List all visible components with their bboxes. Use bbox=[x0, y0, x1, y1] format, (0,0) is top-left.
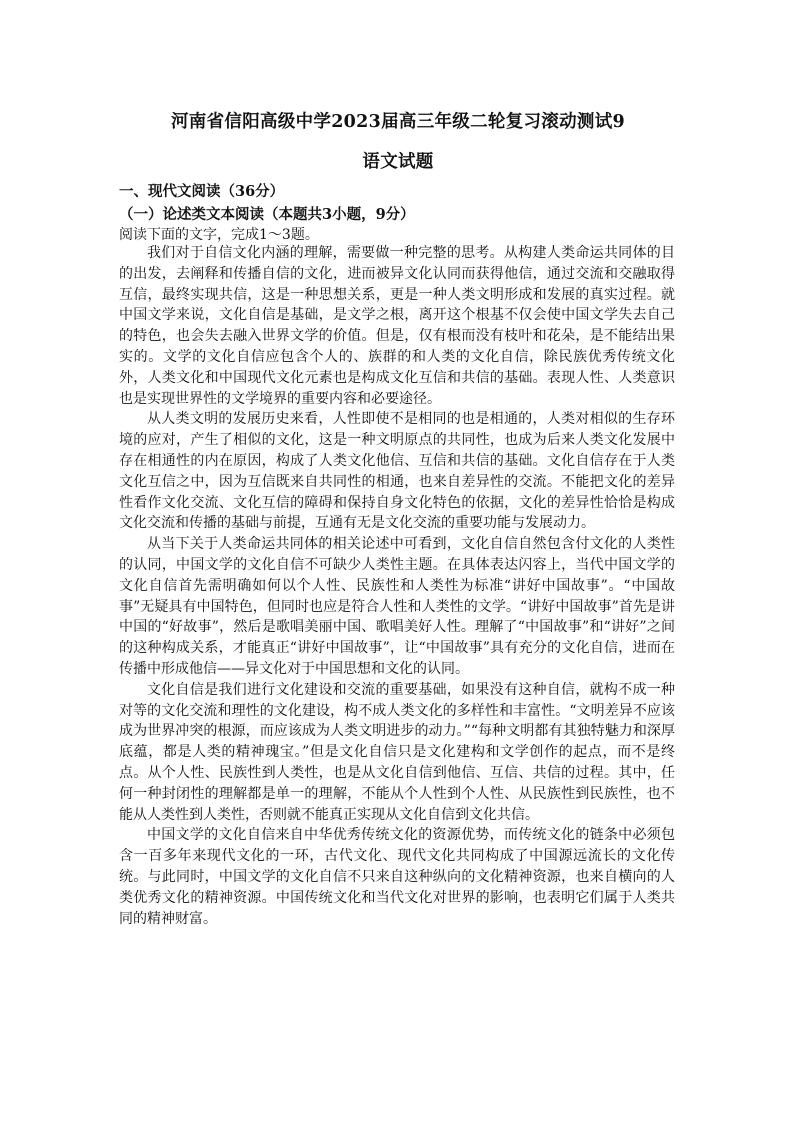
subsection-heading: （一）论述类文本阅读（本题共3小题，9分） bbox=[119, 206, 415, 223]
passage-paragraph: 文化自信是我们进行文化建设和交流的重要基础，如果没有这种自信，就构不成一种对等的文化交流和理性的文化建设，构不成人类文化的多样性和丰富性。“文明差异不应该成为世界冲突的根源，而应该成为人类文明进步的动力。”“每种文明都有其独特魅力和深厚底蕴，都是人类的精神瑰宝。”但是文化自信只是文化建构和文学创作的起点，而不是终点。从个人性、民族性到人类性，也是从文化自信到他信、互信、共信的过程。其中，任何一种封闭性的理解都是单一的理解，不能从个人性到个人性、从民族性到民族性，也不能从人类性到人类性，否则就不能真正实现从文化自信到文化共信。 bbox=[119, 681, 675, 823]
document-title: 河南省信阳高级中学2023届高三年级二轮复习滚动测试9 bbox=[171, 112, 625, 132]
passage-paragraph: 我们对于自信文化内涵的理解，需要做一种完整的思考。从构建人类命运共同体的目的出发，去阐释和传播自信的文化，进而被异文化认同而获得他信，通过交流和交融取得互信，最终实现共信，这是一种思想关系，更是一种人类文明形成和发展的真实过程。就中国文学来说，文化自信是基础，是文学之根，离开这个根基不仅会使中国文学失去自己的特色，也会失去融入世界文学的价值。但是，仅有根而没有枝叶和花朵，是不能结出果实的。文学的文化自信应包含个人的、族群的和人类的文化自信，除民族优秀传统文化外，人类文化和中国现代文化元素也是构成文化互信和共信的基础。表现人性、人类意识也是实现世界性的文学境界的重要内容和必要途径。 bbox=[119, 245, 675, 407]
passage-paragraph: 从人类文明的发展历史来看，人性即使不是相同的也是相通的，人类对相似的生存环境的应对，产生了相似的文化，这是一种文明原点的共同性，也成为后来人类文化发展中存在相通性的内在原因，构成了人类文化他信、互信和共信的基础。文化自信存在于人类文化互信之中，因为互信既来自共同性的相通，也来自差异性的交流。不能把文化的差异性看作文化交流、文化互信的障碍和保持自身文化特色的依据，文化的差异性恰恰是构成文化交流和传播的基础与前提，互通有无是文化交流的重要功能与发展动力。 bbox=[119, 411, 675, 532]
passage-paragraph: 中国文学的文化自信来自中华优秀传统文化的资源优势，而传统文化的链条中必须包含一百多年来现代文化的一环，古代文化、现代文化共同构成了中国源远流长的文化传统。与此同时，中国文学的文化自信不只来自这种纵向的文化精神资源，也来自横向的人类优秀文化的精神资源。中国传统文化和当代文化对世界的影响，也表明它们属于人类共同的精神财富。 bbox=[119, 827, 675, 927]
reading-instruction: 阅读下面的文字，完成1～3题。 bbox=[119, 227, 319, 243]
document-subtitle: 语文试题 bbox=[362, 152, 434, 172]
section-heading: 一、现代文阅读（36分） bbox=[119, 183, 285, 200]
passage-paragraph: 从当下关于人类命运共同体的相关论述中可看到，文化自信自然包含付文化的人类性的认同，中国文学的文化自信不可缺少人类性主题。在具体表达闪容上，当代中国文学的文化自信首先需明确如何以个人性、民族性和人类性为标准“讲好中国故事”。“中国故事”无疑具有中国特色，但同时也应是符合人性和人类性的文学。“讲好中国故事”首先是讲中国的“好故事”，然后是歌唱美丽中国、歌唱美好人性。理解了“中国故事”和“讲好”之间的这种构成关系，才能真正“讲好中国故事”，让“中国故事”具有充分的文化自信，进而在传播中形成他信——异文化对于中国思想和文化的认同。 bbox=[119, 536, 675, 677]
passage-body bbox=[119, 243, 675, 929]
